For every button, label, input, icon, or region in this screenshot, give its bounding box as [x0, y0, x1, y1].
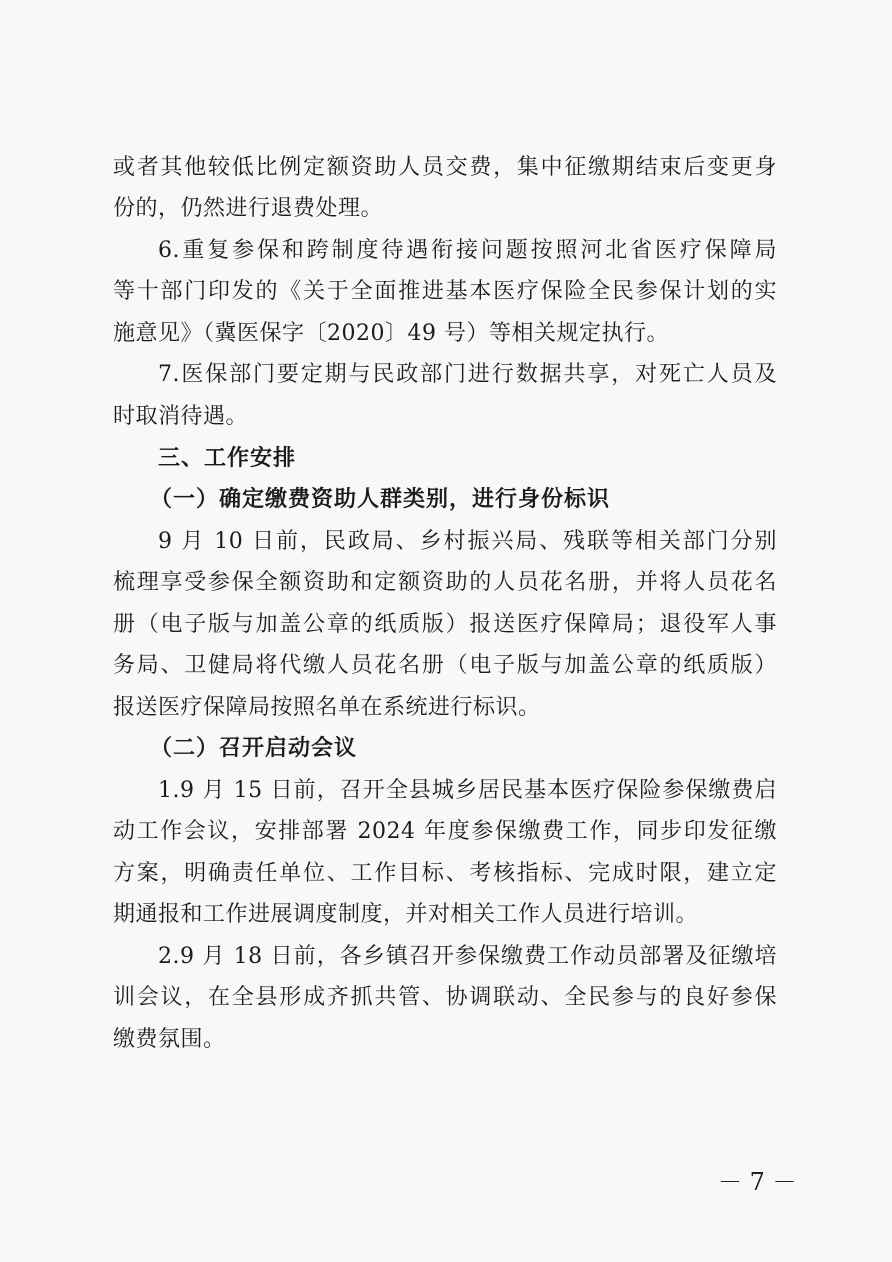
- paragraph-line: 6.重复参保和跨制度待遇衔接问题按照河北省医疗保障局: [158, 238, 777, 263]
- paragraph-line: 册（电子版与加盖公章的纸质版）报送医疗保障局；退役军人事: [113, 612, 777, 637]
- paragraph-line: 或者其他较低比例定额资助人员交费，集中征缴期结束后变更身: [113, 155, 777, 180]
- paragraph-line: 训会议，在全县形成齐抓共管、协调联动、全民参与的良好参保: [113, 985, 777, 1010]
- subsection-heading: （二）召开启动会议: [150, 736, 358, 761]
- paragraph-line: 期通报和工作进展调度制度，并对相关工作人员进行培训。: [113, 902, 699, 927]
- section-heading: 三、工作安排: [158, 446, 297, 471]
- paragraph-line: 梳理享受参保全额资助和定额资助的人员花名册，并将人员花名: [113, 570, 777, 595]
- paragraph-line: 报送医疗保障局按照名单在系统进行标识。: [113, 695, 541, 720]
- paragraph-line: 1.9 月 15 日前，召开全县城乡居民基本医疗保险参保缴费启: [158, 778, 777, 803]
- paragraph-line: 缴费氛围。: [113, 1027, 226, 1052]
- paragraph-line: 动工作会议，安排部署 2024 年度参保缴费工作，同步印发征缴: [113, 819, 777, 844]
- paragraph-line: 2.9 月 18 日前，各乡镇召开参保缴费工作动员部署及征缴培: [158, 944, 777, 969]
- paragraph-line: 份的，仍然进行退费处理。: [113, 196, 384, 221]
- page-number: － 7 －: [718, 1168, 797, 1196]
- paragraph-line: 务局、卫健局将代缴人员花名册（电子版与加盖公章的纸质版）: [113, 653, 777, 678]
- paragraph-line: 方案，明确责任单位、工作目标、考核指标、完成时限，建立定: [113, 861, 777, 886]
- paragraph-line: 施意见》（冀医保字〔2020〕49 号）等相关规定执行。: [113, 321, 669, 346]
- paragraph-line: 等十部门印发的《关于全面推进基本医疗保险全民参保计划的实: [113, 279, 777, 304]
- paragraph-line: 9 月 10 日前，民政局、乡村振兴局、残联等相关部门分别: [158, 529, 777, 554]
- paragraph-line: 7.医保部门要定期与民政部门进行数据共享，对死亡人员及: [158, 362, 777, 387]
- subsection-heading: （一）确定缴费资助人群类别，进行身份标识: [150, 487, 611, 512]
- paragraph-line: 时取消待遇。: [113, 404, 249, 429]
